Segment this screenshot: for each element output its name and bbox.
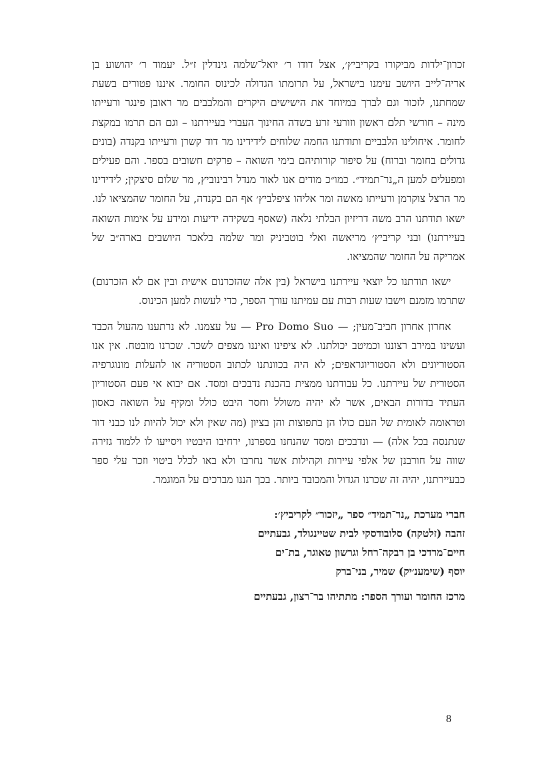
paragraph-thanks-israel: ישאו תודתנו כל יוצאי עיירתנו בישראל (בין אלה שהזכרנום אישית ובין אם לא הזכרנום) שתרמו מזמנם וישבו שעות רבות עם עמיתנו עורך הספר, כדי לעשות למען הכינוס.	[92, 276, 465, 308]
credits-heading: חברי מערכת „נר־תמיד״ ספר „יזכור״ לקריביץ׳:	[274, 509, 465, 522]
credits-member: חיים־מרדכי בן רבקה־רחל וגרשון טאוגר, בת־ים	[275, 547, 465, 560]
credits-member: זהבה (זלטקה) סלובודסקי לבית שטיינגולד, גבעתיים	[257, 528, 465, 541]
document-body	[92, 56, 465, 607]
credits-editor: מרכז החומר ועורך הספר: מתתיהו בר־רצון, גבעתיים	[253, 591, 465, 604]
paragraph-acknowledgements: זכרון־ילדות מביקורו בקריביץ׳, אצל דודו ר׳ יואל־שלמה גינדלין ז״ל. יעמוד ר׳ יהושוע בן אריה־לייב היושב עימנו בישראל, על תרומתו הגדולה לכינוס החומר. איננו פטורים בשעת שמחתנו, לזכור וגם לברך במיוחד את הישישים היקרים והמלבבים מר ראובן פינגר ורעייתו מינה – חורשי תלם ראשון וזורעי זרע בשדה החינוך העברי בעיירתנו – וגם הם תרמו במקצת לחומר. איחולינו הלבביים ותודתנו החמה שלוחים לידידינו מר דוד קשרן ורעייתו בקנדה (בונים גדולים בחומר וברוח) על סיפור קורותיהם בימי השואה – פרקים חשובים בספר. והם פעילים ומפעלים למען ה„נר־תמיד״. כמו״כ מודים אנו לאור מנדל רבינוביץ, מר שלום סיצקין; לידידינו מר הרצל צוקרמן ורעייתו מאשה ומר אליהו ציפלביץ׳ אף הם בקנדה, על החומר שהמציאו לנו. ישאו תודתנו הרב משה דריזיון הבלתי נלאה (שאסף בשקידה ידיעות ומידע על אימות השואה בעיירתנו) ובני קריביץ׳ מריאשה ואלי בוטביניק ומר שלמה בלאכר היושבים בארה״ב של אמריקה על החומר שהמציאו.	[92, 59, 465, 264]
credits-member: יוסף (שימענ׳יק) שמיר, בני־ברק	[335, 566, 465, 579]
page-number: 8	[446, 713, 452, 725]
paragraph-pro-domo-suo: אחרון אחרון חביב־מעין; — Pro Domo Suo — על עצמנו. לא נרתענו מהעול הכבד ועשינו במירב רצוננו וכמיטב יכולתנו. לא ציפינו ואיננו מצפים לשכר. שכרנו מובטח. אין אנו הסטוריונים ולא הסטוריוגראפים; לא היה בכוונתנו לכתוב הסטוריה או להעלות מונוגרפיה הסטורית של עיירתנו. כל עבודתנו ממצית בהכנת נדבכים ומסד. אם יבוא אי פעם הסטוריון העתיד בדורות הבאים, אשר לא יהיה משולל וחסר היבט כולל ומקיף על השואה כאסון וטראומה לאומית של העם כולו הן בתפוצות והן בציון (מה שאין ולא יכול להיות לנו כבני דור שנתנסה בכל אלה) — ונדבכים ומסד שהנחנו בספרנו, ירחיבו היבטיו ויסייעו לו ללמוד גזירה שווה על חורבנן של אלפי עיירות וקהילות אשר נחרבו ולא באו לכלל ביטוי וזכר עלי ספר כבעיירתנו, יהיה זה שכרנו הגדול והמכובד ביותר. בכך הננו מברכים על המוגמר.	[92, 320, 465, 487]
credits-block	[92, 506, 465, 607]
